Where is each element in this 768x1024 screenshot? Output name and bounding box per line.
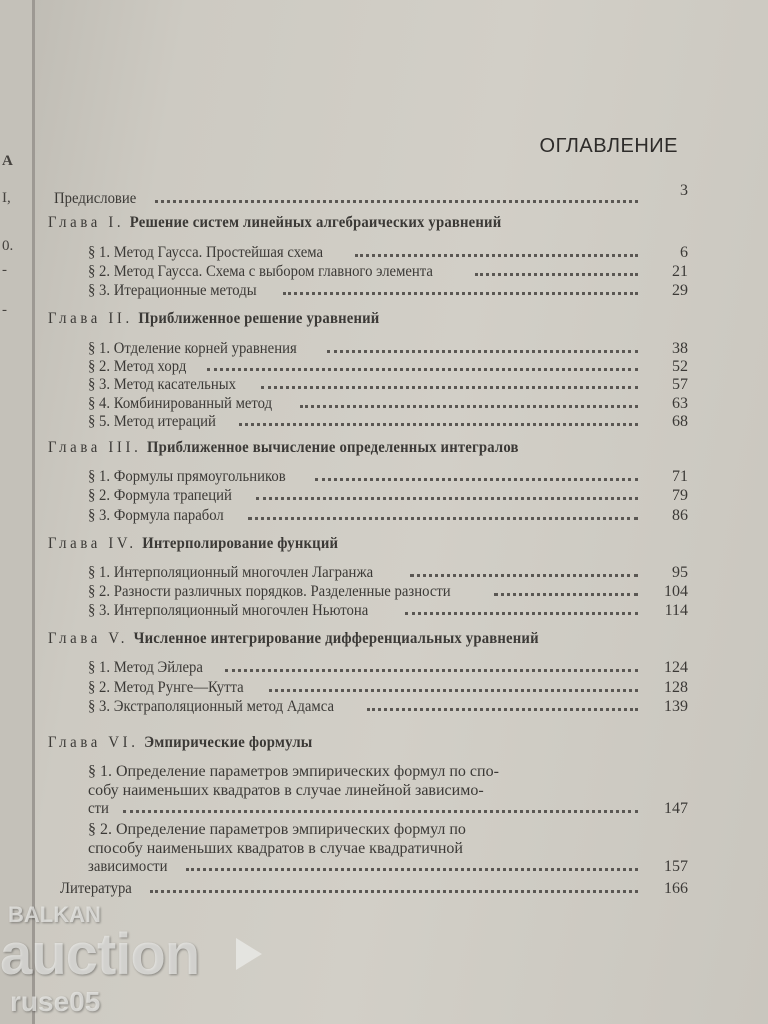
section-label: § 3. Экстраполяционный метод Адамса xyxy=(88,698,334,715)
page-number: 124 xyxy=(664,659,688,676)
dot-leader xyxy=(186,868,638,871)
dot-leader xyxy=(256,497,638,500)
section-label: § 5. Метод итераций xyxy=(88,413,216,430)
section-label: § 1. Метод Эйлера xyxy=(88,659,203,676)
toc-section-entry xyxy=(88,507,688,525)
dot-leader xyxy=(269,689,638,692)
toc-section-entry xyxy=(88,468,688,486)
toc-section-entry xyxy=(88,659,688,677)
toc-section-entry xyxy=(88,395,688,413)
page-number: 21 xyxy=(672,263,688,280)
chapter-title xyxy=(48,214,501,232)
dot-leader xyxy=(315,478,638,481)
dot-leader xyxy=(207,368,638,371)
section-label-last-line: сти xyxy=(88,800,109,817)
section-label: § 2. Метод Гаусса. Схема с выбором главного элемента xyxy=(88,263,433,280)
section-label: § 4. Комбинированный метод xyxy=(88,395,273,412)
toc-section-entry xyxy=(88,583,688,601)
dot-leader xyxy=(405,612,638,615)
toc-section-entry xyxy=(88,376,688,394)
page-number: 52 xyxy=(672,358,688,375)
section-label: § 3. Формула парабол xyxy=(88,507,224,524)
chapter-title xyxy=(48,310,379,328)
watermark-user: ruse05 xyxy=(10,986,101,1017)
dot-leader xyxy=(410,574,638,577)
toc-section-entry xyxy=(88,564,688,582)
dot-leader xyxy=(283,292,638,295)
play-icon xyxy=(236,938,262,970)
section-label: § 2. Метод Рунге—Кутта xyxy=(88,679,244,696)
chapter-name: Численное интегрирование дифференциальных уравнений xyxy=(133,630,539,647)
section-label: § 2. Формула трапеций xyxy=(88,487,232,504)
page-number: 114 xyxy=(664,602,688,619)
toc-section-entry xyxy=(88,263,688,281)
dot-leader xyxy=(475,273,638,276)
dot-leader xyxy=(155,200,638,203)
left-fragment: А xyxy=(2,153,13,169)
page-number: 86 xyxy=(672,507,688,524)
dot-leader xyxy=(248,517,638,520)
toc-section-entry xyxy=(88,413,688,431)
section-label: § 1. Интерполяционный многочлен Лагранжа xyxy=(88,564,374,581)
page-number: 157 xyxy=(664,858,688,875)
page-number: 95 xyxy=(672,564,688,581)
dot-leader xyxy=(494,593,638,596)
page-number: 3 xyxy=(680,182,688,199)
page-number: 166 xyxy=(664,880,688,897)
chapter-prefix: Глава III. xyxy=(48,439,142,456)
chapter-name: Интерполирование функций xyxy=(142,535,339,552)
chapter-name: Эмпирические формулы xyxy=(144,734,313,751)
toc-section-entry xyxy=(88,602,688,620)
dot-leader xyxy=(327,350,638,353)
page-number: 79 xyxy=(672,487,688,504)
chapter-prefix: Глава VI. xyxy=(48,734,139,751)
dot-leader xyxy=(239,423,638,426)
toc-chapter-heading xyxy=(48,734,688,752)
dot-leader xyxy=(261,386,638,389)
toc-section-entry xyxy=(88,487,688,505)
dot-leader xyxy=(300,405,638,408)
left-page-edge xyxy=(0,0,35,1024)
page-title: ОГЛАВЛЕНИЕ xyxy=(539,135,678,157)
toc-chapter-heading xyxy=(48,439,688,457)
watermark-main: auction xyxy=(0,922,200,987)
page-number: 68 xyxy=(672,413,688,430)
toc-section-entry xyxy=(88,340,688,358)
section-label-line: собу наименьших квадратов в случае линейной зависимо- xyxy=(88,782,484,799)
toc-entry-literature xyxy=(60,880,688,898)
watermark-top: BALKAN xyxy=(8,902,101,927)
page-number: 63 xyxy=(672,395,688,412)
dot-leader xyxy=(367,708,638,711)
page-number: 128 xyxy=(664,679,688,696)
page-number: 29 xyxy=(672,282,688,299)
section-label-line: § 2. Определение параметров эмпирических формул по xyxy=(88,821,466,838)
chapter-name: Решение систем линейных алгебраических уравнений xyxy=(129,214,502,231)
section-label: § 1. Метод Гаусса. Простейшая схема xyxy=(88,244,323,261)
dot-leader xyxy=(355,254,638,257)
toc-section-entry xyxy=(88,858,688,876)
page-number: 104 xyxy=(664,583,688,600)
toc-section-entry xyxy=(88,679,688,697)
page-number: 139 xyxy=(664,698,688,715)
section-label: § 3. Итерационные методы xyxy=(88,282,257,299)
section-label-last-line: зависимости xyxy=(88,858,168,875)
dot-leader xyxy=(225,669,638,672)
chapter-title xyxy=(48,630,539,648)
chapter-prefix: Глава II. xyxy=(48,310,133,327)
left-fragment: I, xyxy=(2,190,11,206)
toc-section-entry xyxy=(88,358,688,376)
chapter-title xyxy=(48,535,338,553)
section-label: § 1. Отделение корней уравнения xyxy=(88,340,297,357)
toc-chapter-heading xyxy=(48,630,688,648)
dot-leader xyxy=(123,810,638,813)
entry-label: Литература xyxy=(60,880,132,897)
section-label: § 3. Метод касательных xyxy=(88,376,237,393)
toc-chapter-heading xyxy=(48,310,688,328)
left-fragment: 0. xyxy=(2,238,14,254)
section-label: § 2. Метод хорд xyxy=(88,358,187,375)
page-number: 6 xyxy=(680,244,688,261)
toc-section-entry xyxy=(88,244,688,262)
section-label: § 1. Формулы прямоугольников xyxy=(88,468,286,485)
page-number: 38 xyxy=(672,340,688,357)
toc-section-entry xyxy=(88,800,688,818)
section-label-line: § 1. Определение параметров эмпирических формул по спо- xyxy=(88,763,499,780)
toc-entry-preface xyxy=(54,182,688,208)
chapter-prefix: Глава I. xyxy=(48,214,125,231)
chapter-title xyxy=(48,734,312,752)
page-number: 71 xyxy=(672,468,688,485)
chapter-title xyxy=(48,439,519,457)
chapter-name: Приближенное вычисление определенных интегралов xyxy=(146,439,519,456)
toc-section-entry xyxy=(88,698,688,716)
chapter-prefix: Глава V. xyxy=(48,630,129,647)
chapter-name: Приближенное решение уравнений xyxy=(138,310,380,327)
toc-section-entry xyxy=(88,282,688,300)
toc-chapter-heading xyxy=(48,535,688,553)
page-number: 147 xyxy=(664,800,688,817)
section-label: § 2. Разности различных порядков. Разделенные разности xyxy=(88,583,451,600)
section-label: § 3. Интерполяционный многочлен Ньютона xyxy=(88,602,369,619)
entry-label: Предисловие xyxy=(54,190,137,207)
left-fragment: - xyxy=(2,262,7,278)
chapter-prefix: Глава IV. xyxy=(48,535,137,552)
toc-chapter-heading xyxy=(48,214,688,232)
left-fragment: - xyxy=(2,302,7,318)
section-label-line: способу наименьших квадратов в случае квадратичной xyxy=(88,840,463,857)
dot-leader xyxy=(150,890,638,893)
page-number: 57 xyxy=(672,376,688,393)
